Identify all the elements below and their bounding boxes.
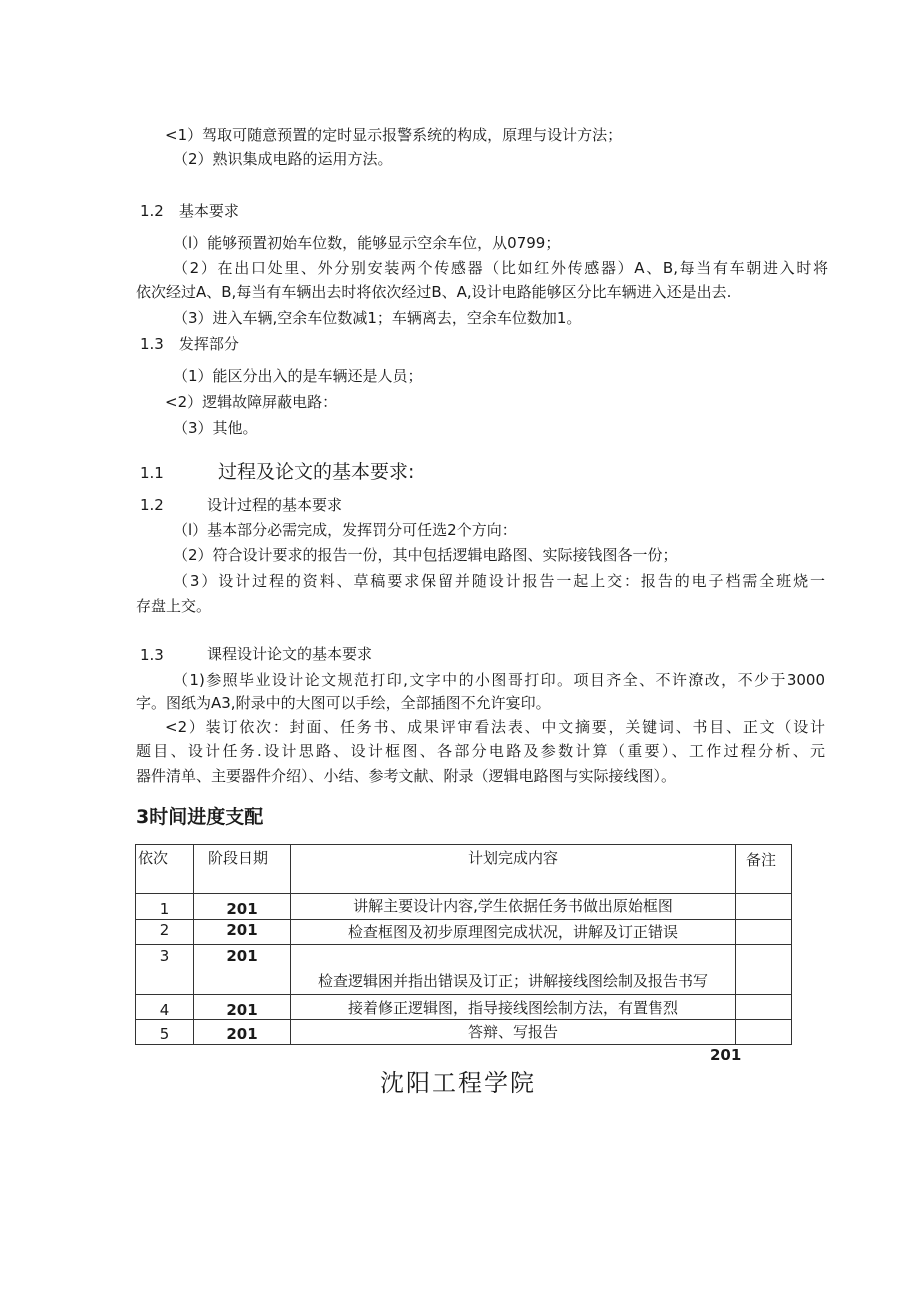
row-idx-cell [136,995,194,1020]
thesis-p2-line-1: <2）装订依次：封面、任务书、成果评审看法表、中文摘要，关键词、书目、正文（设计 [165,718,825,736]
process-sub-number: 1.2 [140,496,164,514]
row-plan: 讲解主要设计内容,学生依据任务书做出原始框图 [353,897,673,915]
row-idx: 3 [159,947,170,965]
basic-item-2-line-1: （2）在出口处里、外分别安装两个传感器（比如红外传感器）A、B,每当有车朝进入时将 [173,259,828,277]
row-idx: 5 [159,1025,170,1043]
row-date-cell [194,894,291,920]
row-date: 201 [226,900,258,918]
table-row [136,995,792,1020]
row-plan-cell [291,920,736,945]
objective-item-2: （2）熟识集成电路的运用方法。 [173,150,393,168]
header-plan-cell [291,845,736,894]
process-item-2: （2）符合设计要求的报告一份，其中包括逻辑电路图、实际接钱图各一份； [173,546,678,564]
row-idx-cell [136,920,194,945]
extended-item-2: <2）逻辑故障屏蔽电路： [165,393,338,411]
process-sub-title: 设计过程的基本要求 [207,496,343,514]
row-plan: 接着修正逻辑图，指导接线图绘制方法，有置售烈 [347,999,678,1017]
row-date-cell [194,1020,291,1045]
table-row [136,945,792,995]
header-plan: 计划完成内容 [467,849,558,867]
institution-name: 沈阳工程学院 [380,1069,536,1097]
row-idx: 4 [159,1001,170,1019]
process-item-3-line-2: 存盘上交。 [136,597,212,615]
row-idx-cell [136,894,194,920]
process-number: 1.1 [140,464,164,482]
row-date: 201 [226,1025,258,1043]
row-date-cell [194,995,291,1020]
row-note-cell [736,920,792,945]
table-row [136,894,792,920]
basic-heading: 1.2 基本要求 [140,202,239,220]
table-row [136,1020,792,1045]
row-date: 201 [226,1001,258,1019]
extended-item-3: （3）其他。 [173,419,258,437]
thesis-number: 1.3 [140,646,164,664]
basic-item-1: （l）能够预置初始车位数，能够显示空余车位，从0799； [173,234,561,252]
footer-date: 201 [710,1046,742,1064]
row-idx: 2 [159,921,170,939]
header-date: 阶段日期 [208,849,269,867]
row-plan-cell [291,945,736,995]
thesis-p2-line-3: 器件清单、主要器件介绍）、小结、参考文献、附录（逻辑电路图与实际接线图）。 [136,767,677,785]
table-header-row [136,845,792,894]
row-note-cell [736,945,792,995]
row-idx-cell [136,1020,194,1045]
basic-item-2-line-2: 依次经过A、B,每当有车辆出去时将依次经过B、A,设计电路能够区分比车辆进入还是出去. [136,283,732,301]
row-idx-cell [136,945,194,995]
objective-item-1: <1）驾取可随意预置的定时显示报警系统的构成，原理与设计方法； [165,126,623,144]
row-note-cell [736,894,792,920]
row-plan: 检查框图及初步原理图完成状况，讲解及订正错误 [347,923,678,941]
header-note: 备注 [746,851,777,869]
header-note-cell [736,845,792,894]
row-date-cell [194,920,291,945]
basic-item-3: （3）进入车辆,空余车位数减1；车辆离去，空余车位数加1。 [173,309,582,327]
thesis-p1-line-2: 字。图纸为A3,附录中的大图可以手绘，全部插图不允许宴印。 [136,694,551,712]
row-plan-cell [291,1020,736,1045]
process-item-3-line-1: （3）设计过程的资料、草稿要求保留并随设计报告一起上交：报告的电子档需全班烧一 [173,572,825,590]
header-idx-cell [136,845,194,894]
extended-heading: 1.3 发挥部分 [140,335,239,353]
thesis-p1-line-1: （1)参照毕业设计论文规范打印,文字中的小图哥打印。项目齐全、不许潦改，不少于3000 [173,671,825,689]
row-plan: 答辩、写报告 [467,1023,558,1041]
row-date: 201 [226,921,258,939]
row-idx: 1 [159,900,170,918]
row-plan: 检查逻辑困并指出错误及订正；讲解接线图绘制及报告书写 [317,972,708,990]
row-date: 201 [226,947,258,965]
row-note-cell [736,1020,792,1045]
process-item-1: （l）基本部分必需完成，发挥罚分可任选2个方向： [173,521,517,539]
thesis-title: 课程设计论文的基本要求 [207,645,373,663]
schedule-table [135,844,792,1045]
schedule-heading: 3时间进度支配 [136,806,264,828]
row-plan-cell [291,995,736,1020]
process-title: 过程及论文的基本要求: [218,461,415,483]
row-date-cell [194,945,291,995]
header-idx: 依次 [138,849,169,867]
header-date-cell [194,845,291,894]
row-plan-cell [291,894,736,920]
thesis-p2-line-2: 题目、设计任务.设计思路、设计框图、各部分电路及参数计算（重要）、工作过程分析、元 [136,742,825,760]
extended-item-1: （1）能区分出入的是车辆还是人员； [173,367,423,385]
row-note-cell [736,995,792,1020]
table-row [136,920,792,945]
